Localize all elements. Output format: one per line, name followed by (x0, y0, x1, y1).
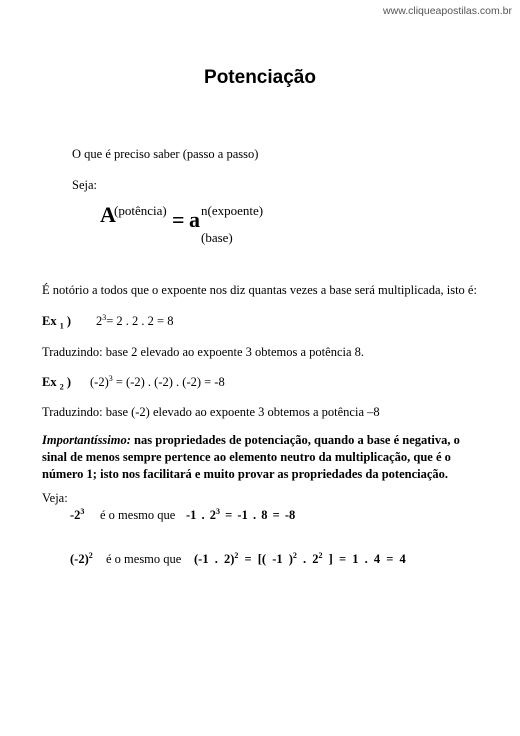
statement-text: É notório a todos que o expoente nos diz quantas vezes a base será multiplicada, isto é: (42, 283, 477, 297)
example-1-expression (96, 314, 173, 329)
ex2-label: Ex (42, 375, 57, 389)
ex1-rhs: = 2 . 2 . 2 = 8 (106, 314, 174, 328)
line-b-r3-exp: 2 (318, 550, 323, 560)
example-1-label (42, 314, 71, 329)
formula-base: (base) (201, 230, 233, 245)
veja-label: Veja: (42, 491, 68, 505)
line-a-rhs1-exp: 3 (216, 506, 221, 516)
line-b-mid: é o mesmo que (106, 552, 182, 566)
translation-2: Traduzindo: base (-2) elevado ao expoente 3 obtemos a potência –8 (42, 405, 380, 419)
line-b-lhs-exp: 2 (88, 550, 93, 560)
formula-expoente: n(expoente) (201, 203, 264, 218)
line-b-rhs (194, 552, 406, 567)
ex1-base: 2 (96, 314, 103, 328)
important-text: nas propriedades de potenciação, quando a base é negativa, o sinal de menos sempre pertence ao elemento neutro da multiplicação, que é o número 1; isto nos facilitará e muito provar as propriedades da potenciação. (42, 433, 460, 481)
formula-a: a (189, 207, 200, 232)
example-2-label (42, 375, 71, 390)
important-label: Importantíssimo: (42, 433, 131, 447)
formula-potencia: (potência) (114, 203, 167, 218)
example-2-expression (90, 375, 225, 390)
line-a-rhs1: -1 . 2 (186, 508, 217, 522)
formula-equals: = (172, 207, 185, 232)
line-b-r1: (-1 . 2) (194, 552, 235, 566)
line-a-lhs (70, 508, 84, 523)
seja-label: Seja: (72, 178, 97, 192)
intro-line: O que é preciso saber (passo a passo) (72, 147, 259, 161)
line-b-r1-exp: 2 (234, 550, 239, 560)
line-b-r3: . 2 (303, 552, 319, 566)
formula-A: A (100, 202, 116, 227)
ex2-exp: 3 (108, 373, 113, 383)
line-b-r2-exp: 2 (292, 550, 297, 560)
line-a-lhs-exp: 3 (80, 506, 85, 516)
ex1-sub: 1 (59, 321, 64, 331)
line-a-lhs-base: -2 (70, 508, 81, 522)
ex2-rhs: = (-2) . (-2) . (-2) = -8 (115, 375, 225, 389)
line-b-lhs-base: (-2) (70, 552, 89, 566)
important-paragraph (42, 432, 482, 483)
page-title: Potenciação (204, 67, 316, 88)
ex1-exp: 3 (102, 312, 107, 322)
line-a-rhs (186, 508, 295, 523)
ex2-sub: 2 (59, 382, 64, 392)
line-a-rhs2: = -1 . 8 = -8 (225, 508, 296, 522)
line-b-r4: ] = 1 . 4 = 4 (328, 552, 406, 566)
ex1-paren: ) (66, 314, 72, 328)
line-b-r2: = [( -1 ) (244, 552, 293, 566)
ex1-label: Ex (42, 314, 57, 328)
ex2-base: (-2) (90, 375, 109, 389)
ex2-paren: ) (66, 375, 72, 389)
site-url[interactable]: www.cliqueapostilas.com.br (383, 5, 512, 17)
line-b-lhs (70, 552, 93, 567)
translation-1: Traduzindo: base 2 elevado ao expoente 3 obtemos a potência 8. (42, 345, 365, 359)
line-a-mid: é o mesmo que (100, 508, 176, 522)
